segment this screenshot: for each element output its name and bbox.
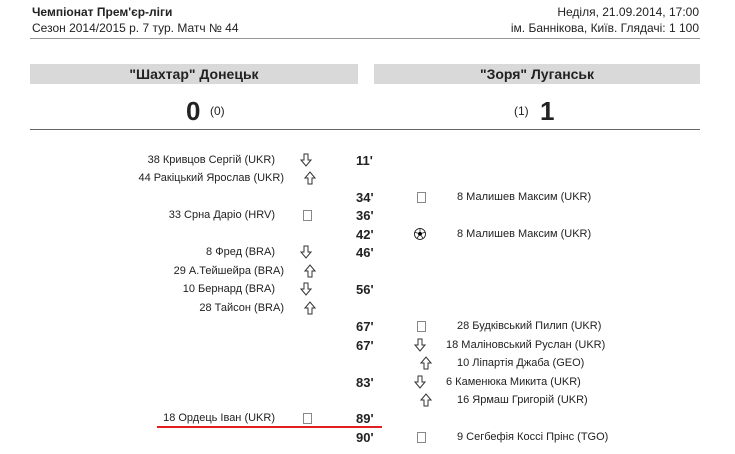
arrow-up-icon <box>420 393 432 407</box>
event-minute: 83' <box>356 375 374 390</box>
event-player-away: 6 Каменюка Микита (UKR) <box>446 376 581 388</box>
season-info: Сезон 2014/2015 р. 7 тур. Матч № 44 <box>32 21 239 35</box>
event-player-away: 8 Малишев Максим (UKR) <box>457 191 592 203</box>
event-minute: 90' <box>356 430 374 445</box>
arrow-down-icon <box>414 338 426 352</box>
event-minute: 89' <box>356 411 374 426</box>
score-divider <box>30 129 700 130</box>
event-minute: 34' <box>356 190 374 205</box>
arrow-up-icon <box>304 264 316 278</box>
event-minute: 67' <box>356 338 374 353</box>
home-halftime-score: (0) <box>210 104 225 118</box>
arrow-down-icon <box>300 245 312 259</box>
yellow-card-icon <box>303 210 312 221</box>
arrow-up-icon <box>304 301 316 315</box>
yellow-card-icon <box>417 321 426 332</box>
highlight-underline <box>157 426 382 428</box>
competition-title: Чемпіонат Прем'єр-ліги <box>32 5 173 19</box>
event-minute: 36' <box>356 208 374 223</box>
away-halftime-score: (1) <box>514 104 529 118</box>
event-minute: 46' <box>356 245 374 260</box>
event-minute: 11' <box>356 153 373 168</box>
football-goal-icon <box>414 228 426 240</box>
away-team-name: "Зоря" Луганськ <box>374 64 700 84</box>
event-player-home: 29 А.Тейшейра (BRA) <box>173 265 284 277</box>
home-score: 0 <box>186 96 201 126</box>
home-team-name: "Шахтар" Донецьк <box>30 64 358 84</box>
event-minute: 56' <box>356 282 374 297</box>
venue-info: ім. Баннікова, Київ. Глядачі: 1 100 <box>510 21 699 35</box>
match-header-left <box>32 4 239 36</box>
event-minute: 42' <box>356 227 374 242</box>
event-player-away: 8 Малишев Максим (UKR) <box>457 228 592 240</box>
event-player-away: 10 Ліпартія Джаба (GEO) <box>457 357 585 369</box>
event-player-away: 18 Маліновський Руслан (UKR) <box>446 339 606 351</box>
event-minute: 67' <box>356 319 374 334</box>
event-player-away: 28 Будківський Пилип (UKR) <box>457 320 602 332</box>
match-header-right <box>511 4 699 36</box>
event-player-home: 33 Срна Даріо (HRV) <box>168 209 275 221</box>
event-player-away: 9 Сегбефія Коссі Прінс (TGO) <box>457 431 609 443</box>
yellow-card-icon <box>303 413 312 424</box>
event-player-home: 8 Фред (BRA) <box>206 246 275 258</box>
event-player-home: 18 Ордець Іван (UKR) <box>163 412 275 424</box>
event-player-home: 38 Кривцов Сергій (UKR) <box>147 154 275 166</box>
event-player-home: 44 Ракіцький Ярослав (UKR) <box>138 172 284 184</box>
arrow-down-icon <box>414 375 426 389</box>
header-divider <box>30 38 700 39</box>
yellow-card-icon <box>417 432 426 443</box>
event-player-home: 10 Бернард (BRA) <box>182 283 275 295</box>
arrow-up-icon <box>420 356 432 370</box>
arrow-down-icon <box>300 282 312 296</box>
event-player-away: 16 Ярмаш Григорій (UKR) <box>457 394 588 406</box>
arrow-up-icon <box>304 171 316 185</box>
yellow-card-icon <box>417 192 426 203</box>
event-player-home: 28 Тайсон (BRA) <box>199 302 284 314</box>
away-score: 1 <box>540 96 555 126</box>
arrow-down-icon <box>300 153 312 167</box>
match-datetime: Неділя, 21.09.2014, 17:00 <box>557 5 699 19</box>
